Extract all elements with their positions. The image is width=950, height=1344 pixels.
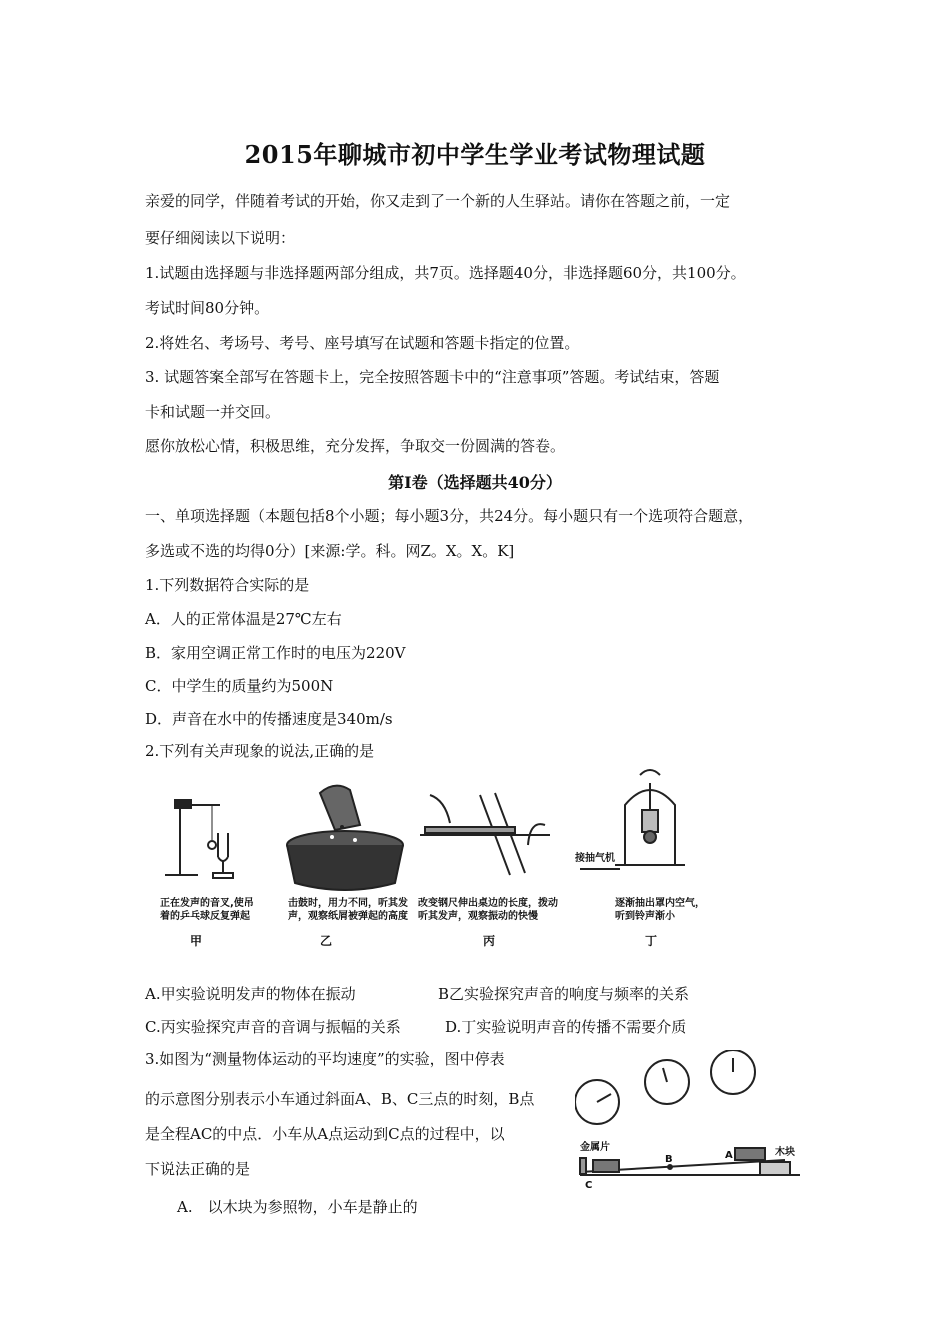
part1-line-2: 多选或不选的均得0分）[来源:学。科。网Z。X。X。K] bbox=[145, 542, 515, 560]
q1-option-b: B．家用空调正常工作时的电压为220V bbox=[145, 644, 406, 662]
q1-option-d: D．声音在水中的传播速度是340m/s bbox=[145, 710, 393, 728]
intro-line-2: 要仔细阅读以下说明： bbox=[145, 229, 296, 247]
q3-line-4: 下说法正确的是 bbox=[145, 1160, 251, 1178]
q2-option-a: A.甲实验说明发声的物体在振动 bbox=[145, 985, 356, 1003]
figure-yi-label: 乙 bbox=[320, 934, 333, 948]
figure-bing-caption-1: 改变钢尺伸出桌边的长度，拨动 bbox=[418, 898, 558, 909]
q3-label-c: C bbox=[585, 1180, 593, 1190]
q3-line-2: 的示意图分别表示小车通过斜面A、B、C三点的时刻，B点 bbox=[145, 1090, 535, 1108]
q3-label-b: B bbox=[665, 1154, 673, 1165]
figure-bing-label: 丙 bbox=[483, 934, 496, 948]
figure-ding-caption-1: 逐渐抽出罩内空气， bbox=[615, 898, 705, 909]
figure-jia-label: 甲 bbox=[190, 934, 203, 948]
figure-jia-caption-1: 正在发声的音叉,使吊 bbox=[160, 898, 254, 909]
q3-option-a: A. 以木块为参照物，小车是静止的 bbox=[177, 1198, 418, 1216]
intro-line-6: 3. 试题答案全部写在答题卡上，完全按照答题卡中的“注意事项”答题。考试结束，答题 bbox=[145, 368, 720, 386]
q1-option-c: C．中学生的质量约为500N bbox=[145, 677, 334, 695]
q3-line-1: 3.如图为“测量物体运动的平均速度”的实验，图中停表 bbox=[145, 1050, 505, 1068]
q2-option-d: D.丁实验说明声音的传播不需要介质 bbox=[445, 1018, 687, 1036]
intro-line-1: 亲爱的同学，伴随着考试的开始，你又走到了一个新的人生驿站。请你在答题之前，一定 bbox=[145, 192, 731, 210]
q3-label-wood: 木块 bbox=[775, 1147, 795, 1158]
q3-label-metal: 金属片 bbox=[580, 1142, 610, 1153]
figure-yi bbox=[287, 786, 403, 890]
q1-stem: 1.下列数据符合实际的是 bbox=[145, 576, 310, 594]
figure-ding-pump-label: 接抽气机 bbox=[575, 853, 615, 864]
figure-yi-caption-2: 声，观察纸屑被弹起的高度 bbox=[288, 911, 408, 922]
figure-ding-caption-2: 听到铃声渐小 bbox=[615, 911, 675, 922]
figure-yi-caption-1: 击鼓时，用力不同，听其发 bbox=[288, 898, 408, 909]
q2-stem: 2.下列有关声现象的说法,正确的是 bbox=[145, 742, 375, 760]
section-title: 第Ⅰ卷（选择题共40分） bbox=[388, 473, 562, 492]
intro-line-8: 愿你放松心情，积极思维，充分发挥，争取交一份圆满的答卷。 bbox=[145, 437, 566, 455]
q3-figure bbox=[575, 1050, 805, 1190]
page-title: 2015年聊城市初中学生学业考试物理试题 bbox=[244, 140, 706, 169]
q1-option-a: A．人的正常体温是27℃左右 bbox=[145, 610, 342, 628]
intro-line-7: 卡和试题一并交回。 bbox=[145, 403, 281, 421]
figure-jia-caption-2: 着的乒乓球反复弹起 bbox=[160, 911, 250, 922]
figure-bing bbox=[420, 793, 550, 875]
intro-line-3: 1.试题由选择题与非选择题两部分组成，共7页。选择题40分，非选择题60分，共100分。 bbox=[145, 264, 746, 282]
q3-label-a: A bbox=[725, 1150, 733, 1161]
part1-line-1: 一、单项选择题（本题包括8个小题；每小题3分，共24分。每小题只有一个选项符合题意， bbox=[145, 507, 754, 525]
cart-icon bbox=[735, 1148, 765, 1160]
intro-line-4: 考试时间80分钟。 bbox=[145, 299, 270, 317]
figure-jia bbox=[165, 800, 233, 878]
q2-figure bbox=[150, 765, 730, 955]
q2-option-c: C.丙实验探究声音的音调与振幅的关系 bbox=[145, 1018, 401, 1036]
figure-ding-label: 丁 bbox=[645, 934, 658, 948]
intro-line-5: 2.将姓名、考场号、考号、座号填写在试题和答题卡指定的位置。 bbox=[145, 334, 580, 352]
q3-line-3: 是全程AC的中点．小车从A点运动到C点的过程中，以 bbox=[145, 1125, 505, 1143]
figure-bing-caption-2: 听其发声，观察振动的快慢 bbox=[418, 911, 538, 922]
q2-option-b: B乙实验探究声音的响度与频率的关系 bbox=[438, 985, 690, 1003]
